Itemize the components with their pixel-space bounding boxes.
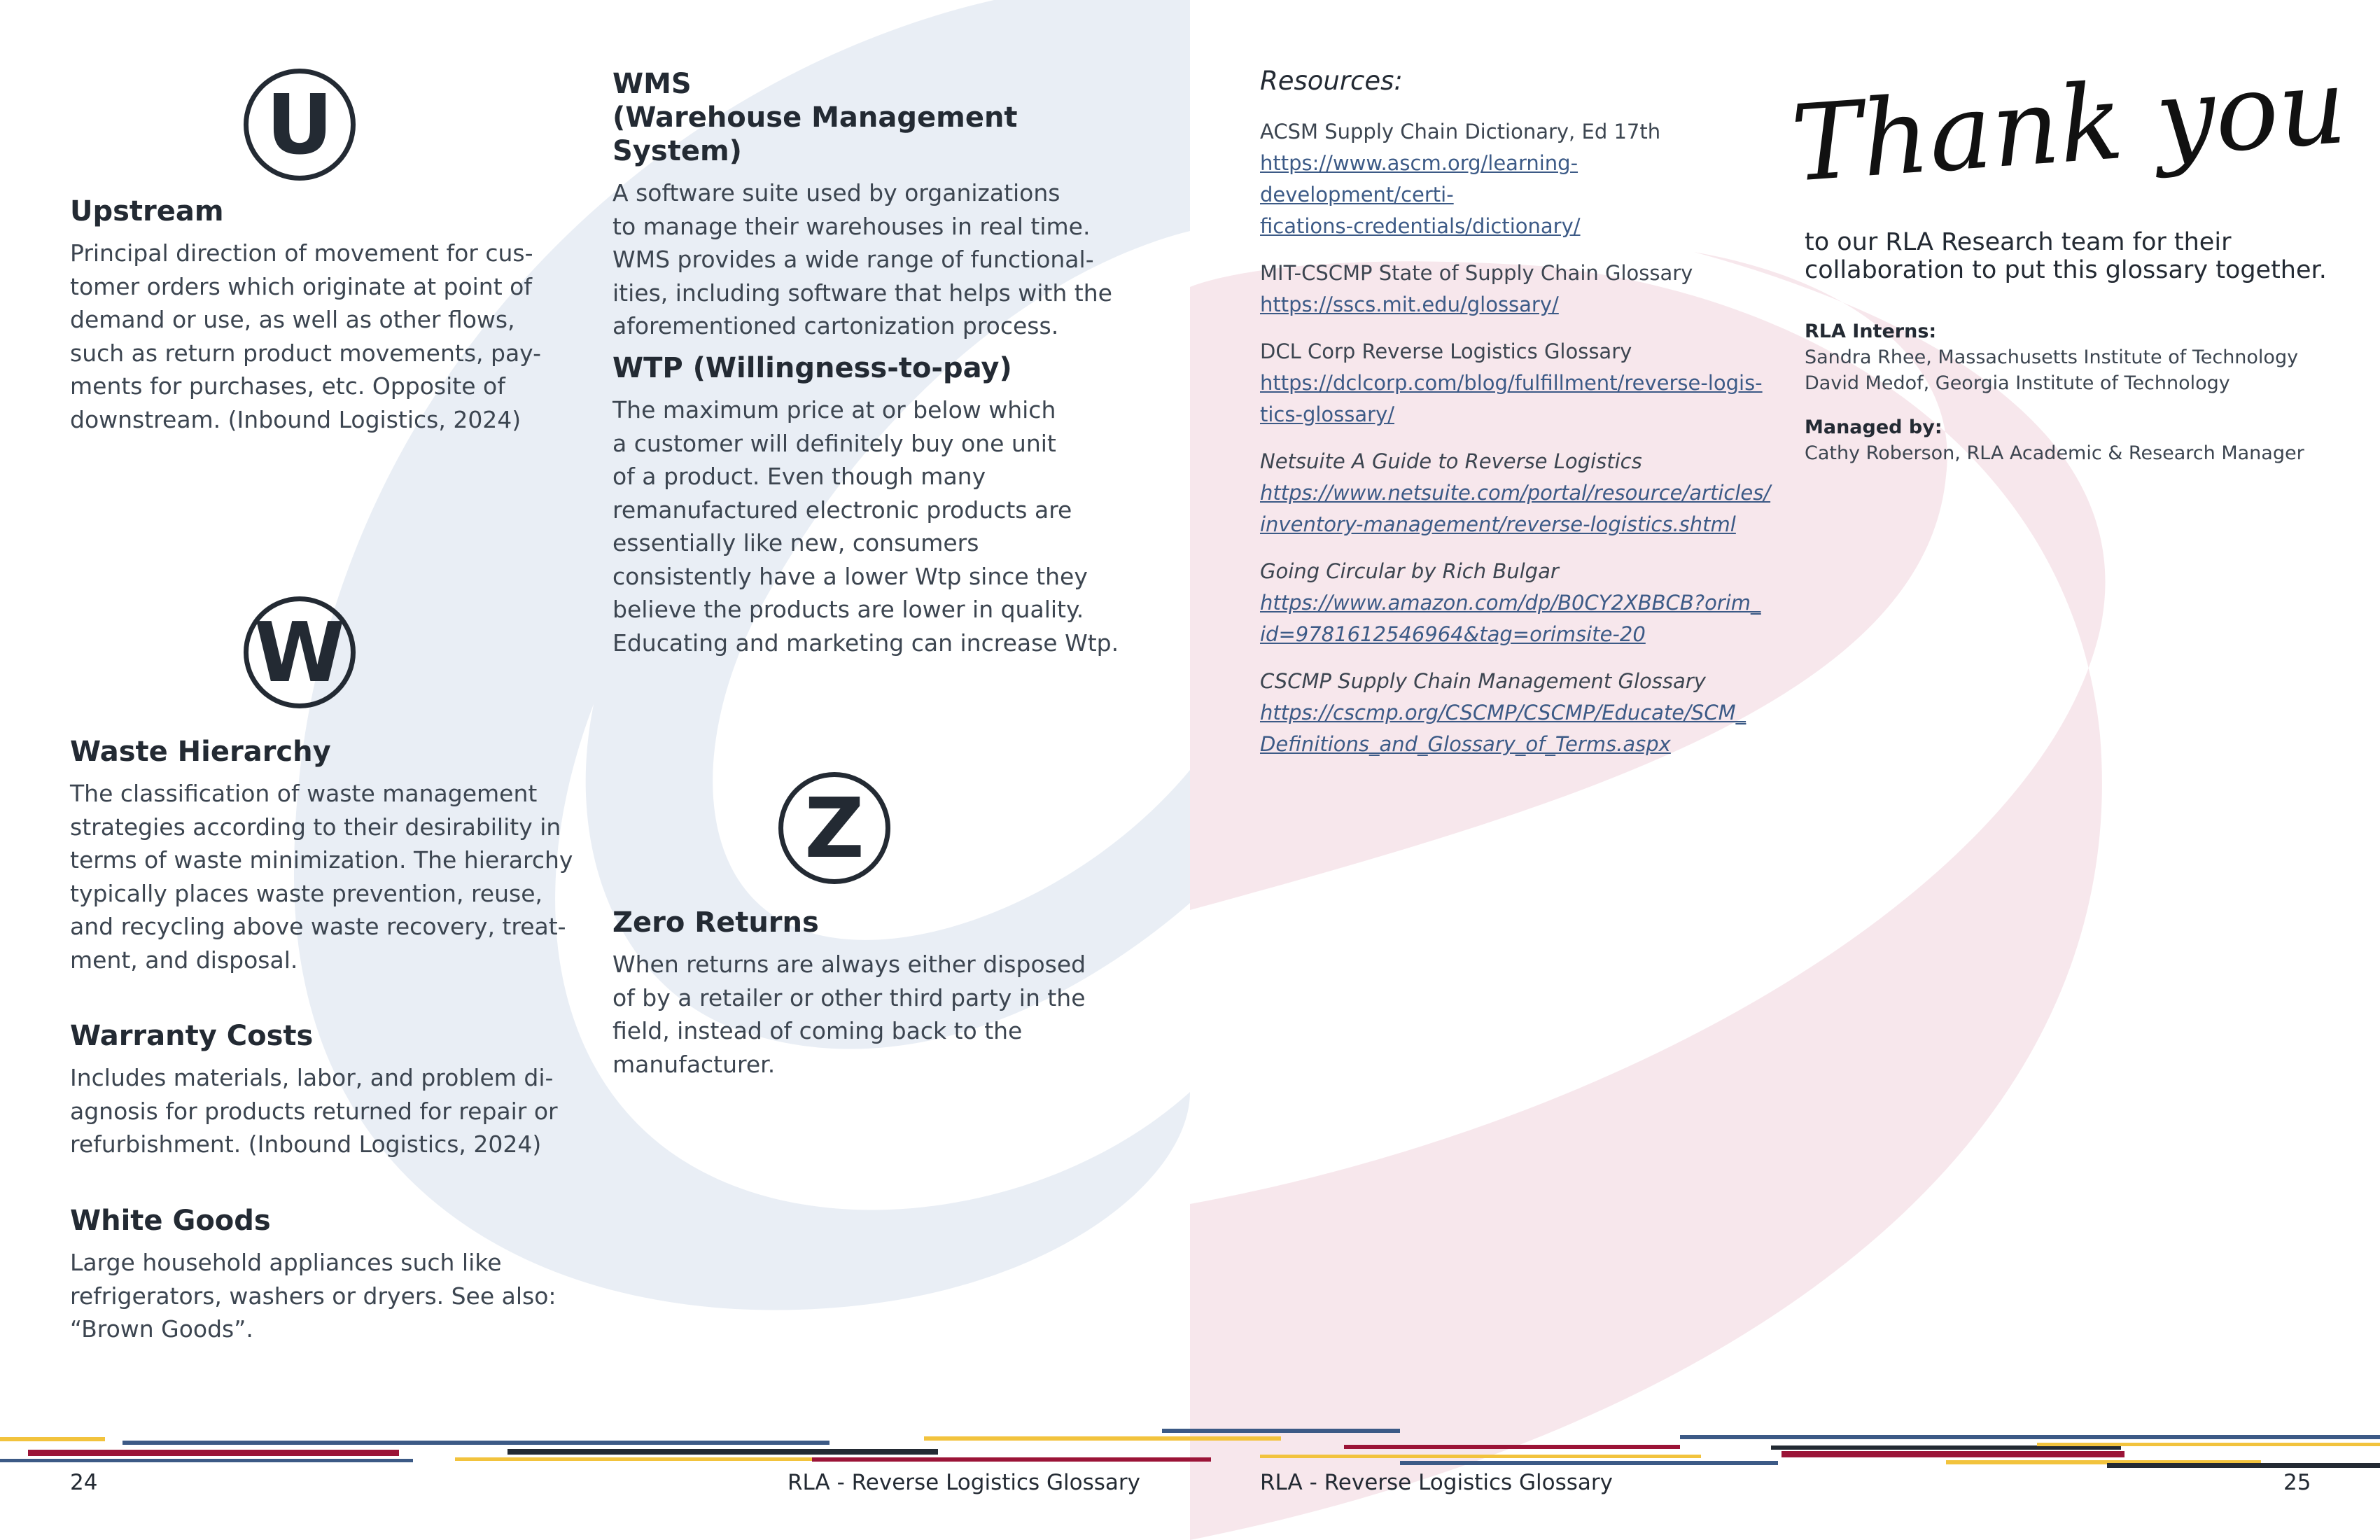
resource-item [1260,336,1771,430]
credits [1805,318,2365,466]
page-number-right: 25 [2283,1470,2311,1495]
resource-title: Netsuite A Guide to Reverse Logistics [1260,449,1642,473]
resources-heading: Resources: [1260,66,1403,96]
letter-badge-u: U [244,69,356,181]
entry-wtp [612,351,1144,659]
footer-title-right: RLA - Reverse Logistics Glossary [1260,1470,1614,1495]
term-title: WMS (Warehouse Management System) [612,68,1018,167]
term-title: Warranty Costs [70,1020,314,1052]
entry-zero-returns [612,906,1144,1081]
resource-title: MIT-CSCMP State of Supply Chain Glossary [1260,261,1693,285]
term-definition: The maximum price at or below which a customer will definitely buy one unit of a product. Even though many remanufactured electronic products are essentially like new, consumers consistently have a lower Wtp since they believe the products are lower in quality. Educating and marketing can increase Wtp. [612,396,1119,657]
term-title: Zero Returns [612,906,819,939]
resource-link[interactable]: https://www.netsuite.com/portal/resource/articles/ inventory-management/reverse-logistics.shtml [1260,481,1771,536]
entry-warranty-costs [70,1019,588,1161]
managed-label: Managed by: [1805,416,1942,438]
resource-link[interactable]: https://dclcorp.com/blog/fulfillment/reverse-logis- tics-glossary/ [1260,371,1763,426]
interns-label: RLA Interns: [1805,321,1937,342]
resource-item [1260,116,1771,242]
resource-title: CSCMP Supply Chain Management Glossary [1260,669,1706,693]
term-definition: A software suite used by organizations to manage their warehouses in real time. WMS provides a wide range of functional- ities, including software that helps with the aforementioned cartonization process. [612,179,1112,340]
letter-badge-z: Z [778,772,890,884]
manager-name: Cathy Roberson, RLA Academic & Research Manager [1805,442,2304,464]
entry-wms [612,67,1144,343]
term-definition: The classification of waste management strategies according to their desirability in terms of waste minimization. The hierarchy typically places waste prevention, reuse, and recycling above waste recovery, treat- ment, and disposal. [70,780,573,974]
intern-name: Sandra Rhee, Massachusetts Institute of Technology [1805,346,2299,368]
resource-title: ACSM Supply Chain Dictionary, Ed 17th [1260,120,1661,144]
term-title: Upstream [70,195,224,227]
term-definition: When returns are always either disposed of by a retailer or other third party in the field, instead of coming back to the manufacturer. [612,951,1086,1078]
resource-item [1260,556,1771,650]
term-title: White Goods [70,1205,271,1237]
resource-link[interactable]: https://www.ascm.org/learning-development/certi- fications-credentials/dictionary/ [1260,151,1581,238]
entry-waste-hierarchy [70,735,588,976]
resource-link[interactable]: https://cscmp.org/CSCMP/CSCMP/Educate/SCM_ Definitions_and_Glossary_of_Terms.aspx [1260,701,1746,756]
thank-you-signature: Thank you [1787,45,2351,206]
resource-link[interactable]: https://www.amazon.com/dp/B0CY2XBBCB?orim_ id=9781612546964&tag=orimsite-20 [1260,591,1761,646]
resources-list [1260,116,1771,760]
footer-title-left: RLA - Reverse Logistics Glossary [788,1470,1141,1495]
resource-title: DCL Corp Reverse Logistics Glossary [1260,340,1632,363]
term-definition: Large household appliances such like refrigerators, washers or dryers. See also: “Brown Goods”. [70,1249,556,1343]
term-definition: Principal direction of movement for cus- tomer orders which originate at point of demand or use, as well as other flows, such as return product movements, pay- ments for purchases, etc. Opposite of downstream. (Inbound Logistics, 2024) [70,239,542,433]
entry-upstream [70,195,574,436]
term-title: Waste Hierarchy [70,736,331,768]
resource-item [1260,666,1771,760]
resource-link[interactable]: https://sscs.mit.edu/glossary/ [1260,293,1559,316]
term-definition: Includes materials, labor, and problem di- agnosis for products returned for repair or refurbishment. (Inbound Logistics, 2024) [70,1064,558,1158]
thank-you-message: to our RLA Research team for their collaboration to put this glossary together. [1805,228,2327,284]
letter-badge-w: W [244,596,356,708]
entry-white-goods [70,1204,588,1346]
term-title: WTP (Willingness-to-pay) [612,352,1012,384]
intern-name: David Medof, Georgia Institute of Technology [1805,372,2230,394]
resource-item [1260,446,1771,540]
resource-item [1260,258,1771,321]
page-number-left: 24 [70,1470,98,1495]
resource-title: Going Circular by Rich Bulgar [1260,559,1559,583]
